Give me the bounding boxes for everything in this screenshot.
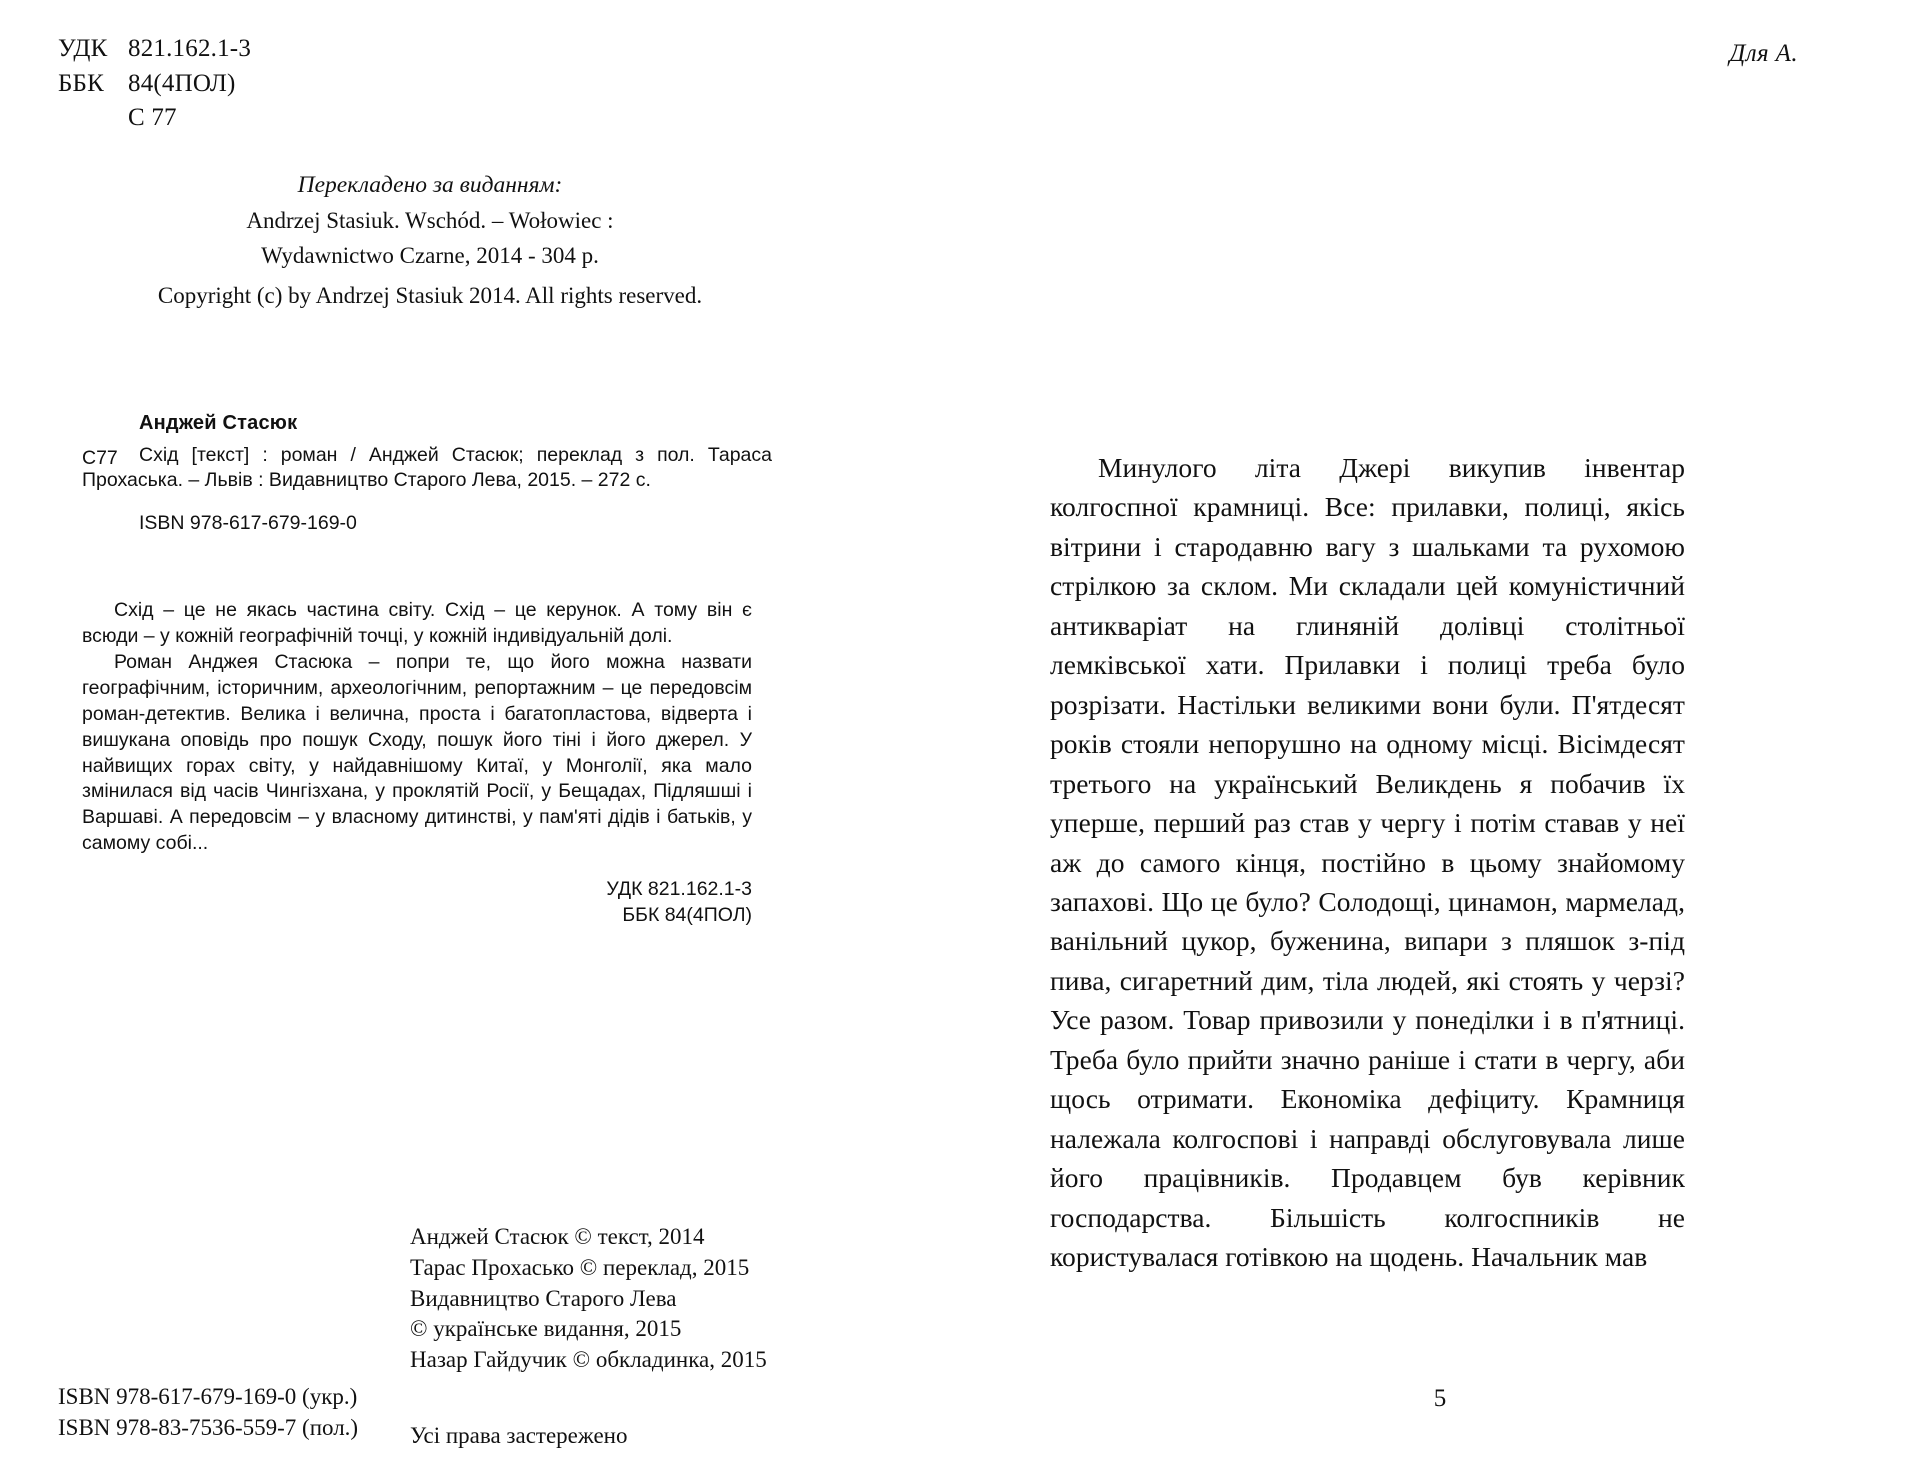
classification-key: УДК [58,35,108,62]
classification-row [58,101,251,136]
classification-row [58,67,251,102]
classification-row [58,32,251,67]
annotation-udc-line: УДК 821.162.1-3 [606,878,752,901]
cip-entry: Схід [текст] : роман / Анджей Стасюк; переклад з пол. Тараса Прохаська. – Львів : Видавництво Старого Лева, 2015. – 272 с. [82,444,772,492]
classification-block [58,32,251,136]
credit-line: Тарас Прохасько © переклад, 2015 [410,1254,750,1280]
translated-from-block [60,168,800,274]
translated-from-line-1: Andrzej Stasiuk. Wschód. – Wołowiec : [246,207,614,233]
classification-value: 821.162.1-3 [128,35,252,62]
annotation-bbk-line: ББК 84(4ПОЛ) [622,904,752,927]
body-paragraph: Минулого літа Джері викупив інвентар колгоспної крамниці. Все: прилавки, полиці, якісь вітрини і стародавню вагу з шальками та рухомою стрілкою за склом. Ми складали цей комуністичний антикваріат на глиняній долівці столітньої лемківської хати. Прилавки і полиці треба було розрізати. Настільки великими вони були. П'ятдесят років стояли непорушно на одному місці. Вісімдесят третього на український Великдень я побачив їх уперше, перший раз став у чергу і потім ставав у неї аж до самого кінця, постійно в цьому знайомому запахові. Що це було? Солодощі, цинамон, мармелад, ванільний цукор, буженина, випари з пляшок з-під пива, сигаретний дим, тіла людей, які стоять у черзі? Усе разом. Товар привозили у понеділки і в п'ятниці. Треба було прийти значно раніше і стати в чергу, аби щось отримати. Економіка дефіциту. Крамниця належала колгоспові і направді обслуговувала лише його працівників. Продавцем був керівник господарства. Більшість колгоспників не користувалася готівкою на щодень. Начальник мав [1050,452,1685,1273]
classification-value: 84(4ПОЛ) [128,69,236,97]
classification-value: С 77 [128,104,177,131]
annotation-block [82,598,752,929]
body-text [1050,448,1685,1277]
original-copyright-notice: Copyright (c) by Andrzej Stasiuk 2014. All rights reserved. [157,283,703,308]
isbn-polish: ISBN 978-83-7536-559-7 (пол.) [58,1415,359,1441]
dedication: Для А. [1729,40,1798,67]
translated-from-heading: Перекладено за виданням: [297,172,563,198]
credit-line: © українське видання, 2015 [410,1316,682,1342]
cataloguing-in-publication [82,410,772,536]
annotation-paragraph-1: Схід – це не якась частина світу. Схід – це керунок. А тому він є всюди – у кожній географічній точці, у кожній індивідуальній долі. [82,599,752,647]
credits-block [410,1222,767,1376]
classification-key: ББК [58,69,104,97]
isbn-block [58,1381,358,1444]
credit-line: Видавництво Старого Лева [410,1285,677,1311]
credit-line: Анджей Стасюк © текст, 2014 [410,1224,705,1249]
page-number: 5 [1433,1385,1447,1412]
isbn-ukrainian: ISBN 978-617-679-169-0 (укр.) [58,1384,358,1409]
classification-key [58,101,128,136]
credit-line: Назар Гайдучик © обкладинка, 2015 [410,1347,767,1373]
cip-author: Анджей Стасюк [139,412,298,434]
annotation-paragraph-2: Роман Анджея Стасюка – попри те, що його можна назвати географічним, історичним, археологічним, репортажним – це передовсім роман-детектив. Велика і велична, проста і багатопластова, відверта і вишукана оповідь про пошук Сходу, пошук його тіні і його джерел. У найвищих горах світу, у найдавнішому Китаї, у Монголії, яка мало змінилася від часів Чингізхана, у проклятій Росії, у Бещадах, Підляшші і Варшаві. А передовсім – у власному дитинстві, у пам'яті дідів і батьків, у самому собі... [82,650,752,855]
cip-sigla: С77 [82,447,118,469]
rights-reserved-note: Усі права застережено [410,1423,628,1448]
cip-isbn: ISBN 978-617-679-169-0 [139,511,357,534]
recto-page [960,0,1920,1477]
translated-from-line-2: Wydawnictwo Czarne, 2014 - 304 p. [261,242,599,268]
